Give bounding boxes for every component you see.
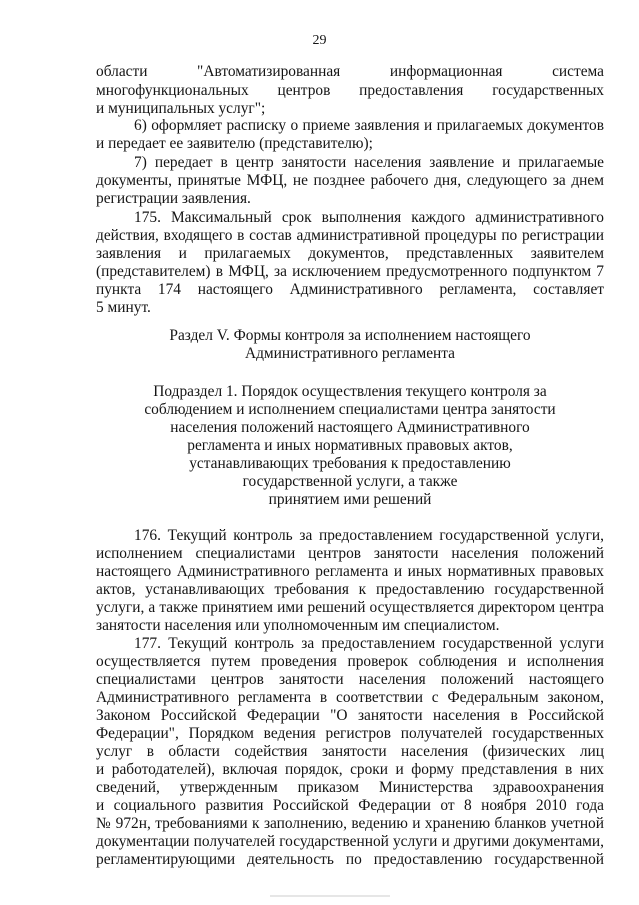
- text-line: услуги, а также принятием ими решений осуществляется директором центра: [96, 599, 604, 616]
- text-line: действия, входящего в состав административной процедуры по регистрации: [96, 227, 604, 244]
- text-line: сведений, утвержденным приказом Министерства здравоохранения: [96, 779, 604, 796]
- text-line: Федерации", Порядком ведения регистров получателей государственных: [96, 725, 604, 742]
- scan-artifact: [270, 895, 390, 897]
- text-line: занятости населения или уполномоченным им специалистом.: [96, 617, 500, 634]
- text-line: 176. Текущий контроль за предоставлением государственной услуги,: [134, 527, 604, 544]
- text-line: и социального развития Российской Федерации от 8 ноября 2010 года: [96, 797, 604, 814]
- text-line: населения положений настоящего Административного: [170, 419, 530, 436]
- page-number: 29: [312, 33, 327, 48]
- text-line: документации получателей государственной услуги и другими документами,: [96, 833, 604, 850]
- text-line: пункта 174 настоящего Административного регламента, составляет: [96, 281, 604, 298]
- text-line: области "Автоматизированная информационная система: [96, 63, 604, 80]
- text-line: исполнением специалистами центров занятости населения положений: [96, 545, 604, 562]
- text-line: документы, принятые МФЦ, не позднее рабочего дня, следующего за днем: [96, 172, 604, 189]
- text-line: регламента и иных нормативных правовых актов,: [187, 437, 513, 454]
- text-line: 177. Текущий контроль за предоставлением государственной услуги: [134, 635, 604, 652]
- text-line: Раздел V. Формы контроля за исполнением настоящего: [169, 327, 531, 344]
- text-line: соблюдением и исполнением специалистами центра занятости: [144, 401, 556, 418]
- text-line: услуг в области содействия занятости населения (физических лиц: [96, 743, 604, 760]
- text-line: специалистами центров занятости населения положений настоящего: [96, 671, 604, 688]
- text-line: 5 минут.: [96, 299, 151, 316]
- text-line: 6) оформляет расписку о приеме заявления и прилагаемых документов: [134, 117, 604, 134]
- text-line: Подраздел 1. Порядок осуществления текущего контроля за: [153, 383, 547, 400]
- text-line: Законом Российской Федерации "О занятости населения в Российской: [96, 707, 604, 724]
- text-line: Административного регламента: [244, 345, 456, 362]
- text-line: регистрации заявления.: [96, 190, 251, 207]
- text-line: устанавливающих требования к предоставлению: [189, 455, 511, 472]
- text-line: регламентирующими деятельность по предоставлению государственной: [96, 851, 604, 868]
- text-line: 175. Максимальный срок выполнения каждого административного: [134, 209, 604, 226]
- text-line: № 972н, требованиями к заполнению, ведению и хранению бланков учетной: [96, 815, 604, 832]
- text-line: актов, устанавливающих требования к предоставлению государственной: [96, 581, 604, 598]
- text-line: многофункциональных центров предоставления государственных: [96, 82, 604, 99]
- text-line: государственной услуги, а также: [242, 473, 458, 490]
- text-line: заявления и прилагаемых документов, представленных заявителем: [96, 245, 604, 262]
- text-line: и передает ее заявителю (представителю);: [96, 135, 373, 152]
- text-line: (представителем) в МФЦ, за исключением предусмотренного подпунктом 7: [96, 263, 604, 280]
- text-line: Административного регламента в соответствии с Федеральным законом,: [96, 689, 604, 706]
- text-line: и работодателей), включая порядок, сроки и форму представления в них: [96, 761, 604, 778]
- text-line: осуществляется путем проведения проверок соблюдения и исполнения: [96, 653, 604, 670]
- text-line: настоящего Административного регламента и иных нормативных правовых: [96, 563, 604, 580]
- text-line: и муниципальных услуг";: [96, 100, 266, 117]
- text-line: принятием ими решений: [268, 491, 432, 508]
- text-line: 7) передает в центр занятости населения заявление и прилагаемые: [134, 154, 604, 171]
